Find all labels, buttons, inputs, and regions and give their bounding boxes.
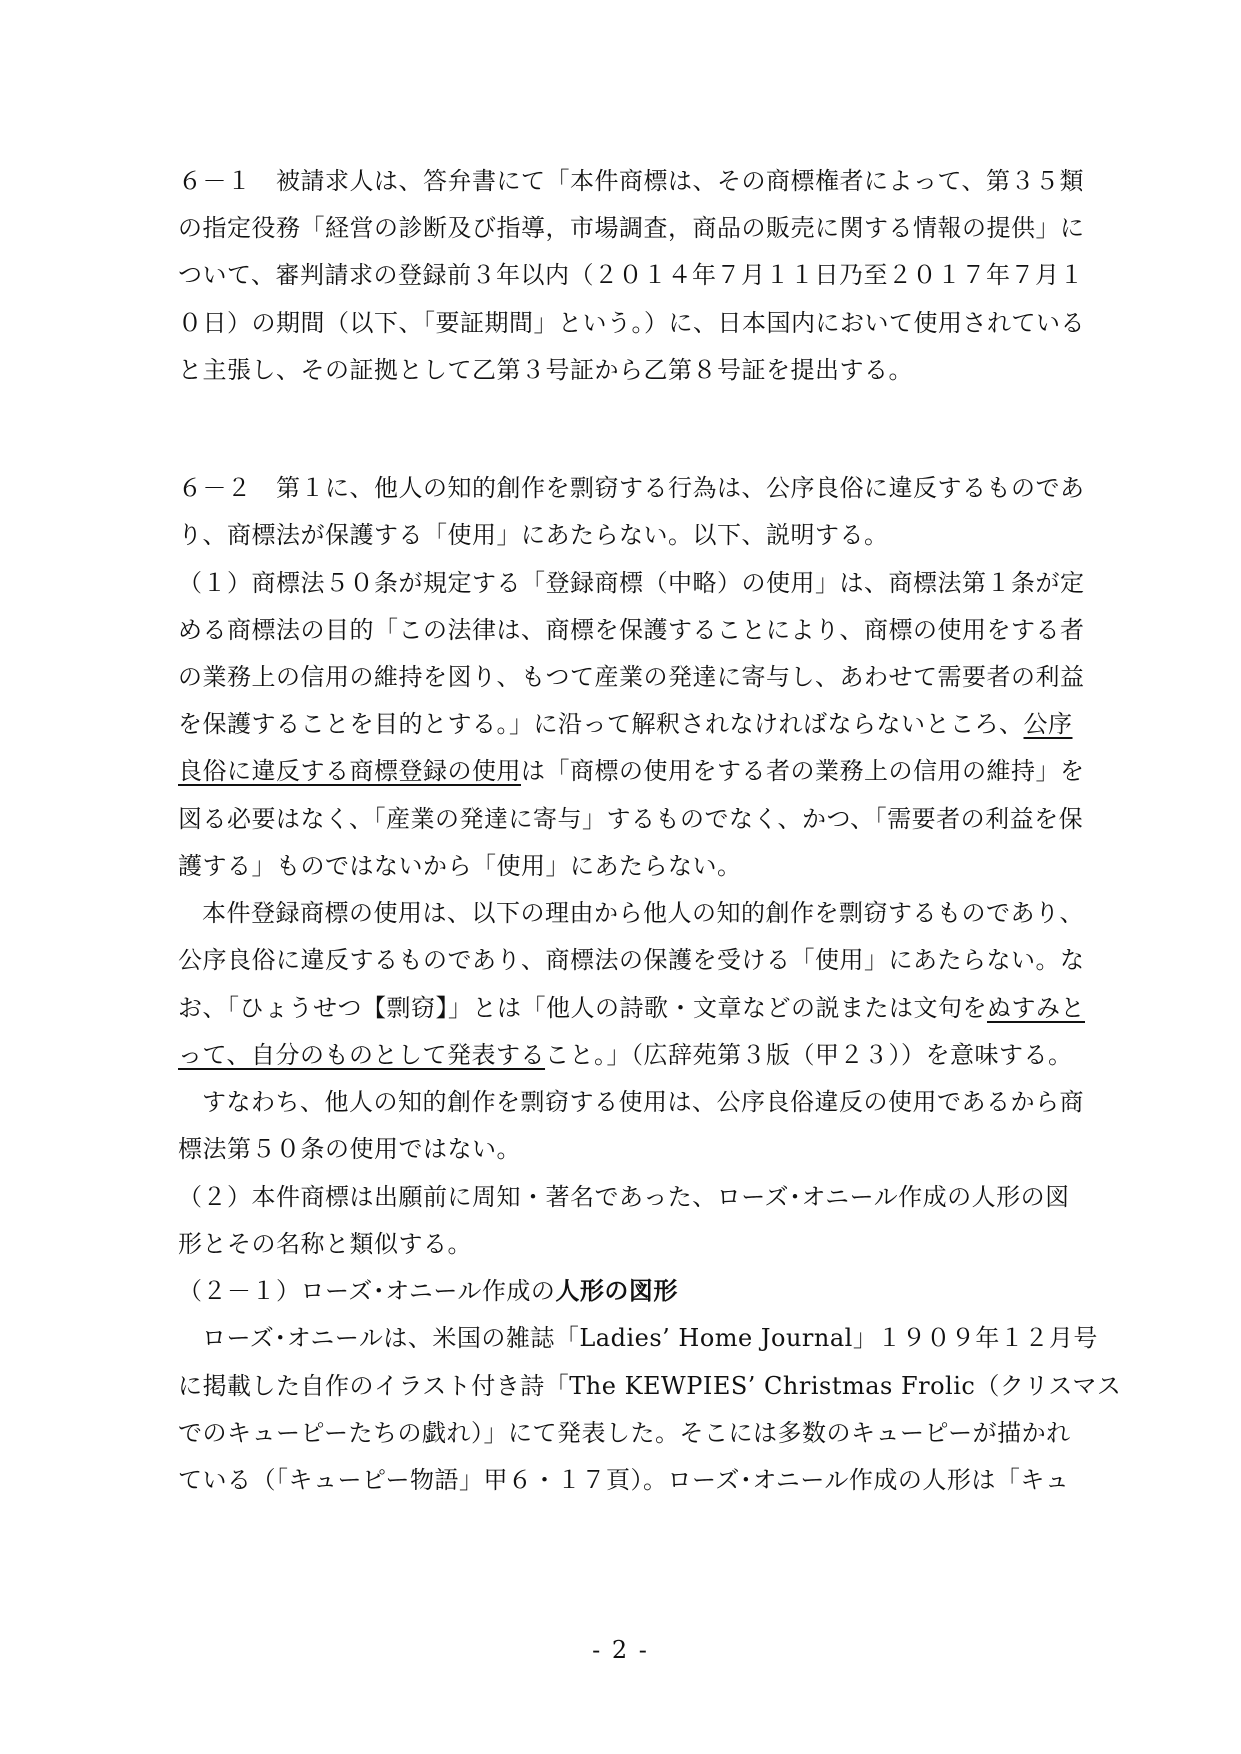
text-segment: （２－１）ローズ･オニール作成の: [178, 1277, 556, 1305]
underlined-text: ぬすみと: [987, 994, 1085, 1022]
text-segment: を保護することを目的とする。」に沿って解釈されなければならないところ、: [178, 710, 1024, 738]
section-heading: [178, 1273, 1098, 1309]
text-line: ０日）の期間（以下、「要証期間」という。）に、日本国内において使用されている: [178, 309, 1085, 337]
text-line: すなわち、他人の知的創作を剽窃する使用は、公序良俗違反の使用であるから商: [202, 1088, 1084, 1116]
bold-text: 人形の図形: [555, 1276, 678, 1305]
page-number: - 2 -: [592, 1636, 649, 1664]
text-line: ローズ･オニールは、米国の雑誌「Ladies’ Home Journal」１９０９年１２月号: [202, 1324, 1098, 1352]
text-line: 公序良俗に違反するものであり、商標法の保護を受ける「使用」にあたらない。な: [178, 946, 1085, 974]
underlined-text: 公序: [1023, 710, 1073, 738]
text-line: （１）商標法５０条が規定する「登録商標（中略）の使用」は、商標法第１条が定: [178, 569, 1085, 597]
text-line: の業務上の信用の維持を図り、もつて産業の発達に寄与し、あわせて需要者の利益: [178, 663, 1085, 691]
text-line: ６－２ 第１に、他人の知的創作を剽窃する行為は、公序良俗に違反するものであ: [178, 474, 1085, 502]
text-line: める商標法の目的「この法律は、商標を保護することにより、商標の使用をする者: [178, 616, 1085, 644]
text-line: 護する」ものではないから「使用」にあたらない。: [178, 852, 742, 880]
underlined-text: って、自分のものとして発表する: [178, 1041, 546, 1069]
text-segment: は「商標の使用をする者の業務上の信用の維持」を: [521, 757, 1085, 785]
underlined-text: 良俗に違反する商標登録の使用: [178, 757, 521, 785]
text-line: の指定役務「経営の診断及び指導，市場調査，商品の販売に関する情報の提供」に: [178, 214, 1085, 242]
text-line: [178, 706, 1098, 742]
text-line: ついて、審判請求の登録前３年以内（２０１４年７月１１日乃至２０１７年７月１: [178, 261, 1085, 289]
text-line: り、商標法が保護する「使用」にあたらない。以下、説明する。: [178, 521, 889, 549]
text-line: ６－１ 被請求人は、答弁書にて「本件商標は、その商標権者によって、第３５類: [178, 167, 1085, 195]
text-line: に掲載した自作のイラスト付き詩「The KEWPIES’ Christmas Frolic（クリスマス: [178, 1372, 1122, 1400]
text-line: 形とその名称と類似する。: [178, 1230, 472, 1258]
text-line: 標法第５０条の使用ではない。: [178, 1135, 521, 1163]
text-line: [178, 753, 1098, 789]
text-line: と主張し、その証拠として乙第３号証から乙第８号証を提出する。: [178, 356, 913, 384]
text-line: でのキューピーたちの戯れ）」にて発表した。そこには多数のキューピーが描かれ: [178, 1419, 1071, 1447]
text-segment: こと。」（広辞苑第３版（甲２３））を意味する。: [545, 1041, 1073, 1069]
text-line: 図る必要はなく、「産業の発達に寄与」するものでなく、かつ、「需要者の利益を保: [178, 805, 1084, 833]
text-line: 本件登録商標の使用は、以下の理由から他人の知的創作を剽窃するものであり、: [202, 899, 1084, 927]
text-line: [178, 1037, 1098, 1073]
text-line: [178, 990, 1098, 1026]
text-segment: お、「ひょうせつ【剽窃】」とは「他人の詩歌・文章などの説または文句を: [178, 994, 987, 1022]
text-line: （２）本件商標は出願前に周知・著名であった、ローズ･オニール作成の人形の図: [178, 1183, 1070, 1211]
text-line: ている（「キューピー物語」甲６・１７頁）。ローズ･オニール作成の人形は「キュ: [178, 1466, 1070, 1494]
